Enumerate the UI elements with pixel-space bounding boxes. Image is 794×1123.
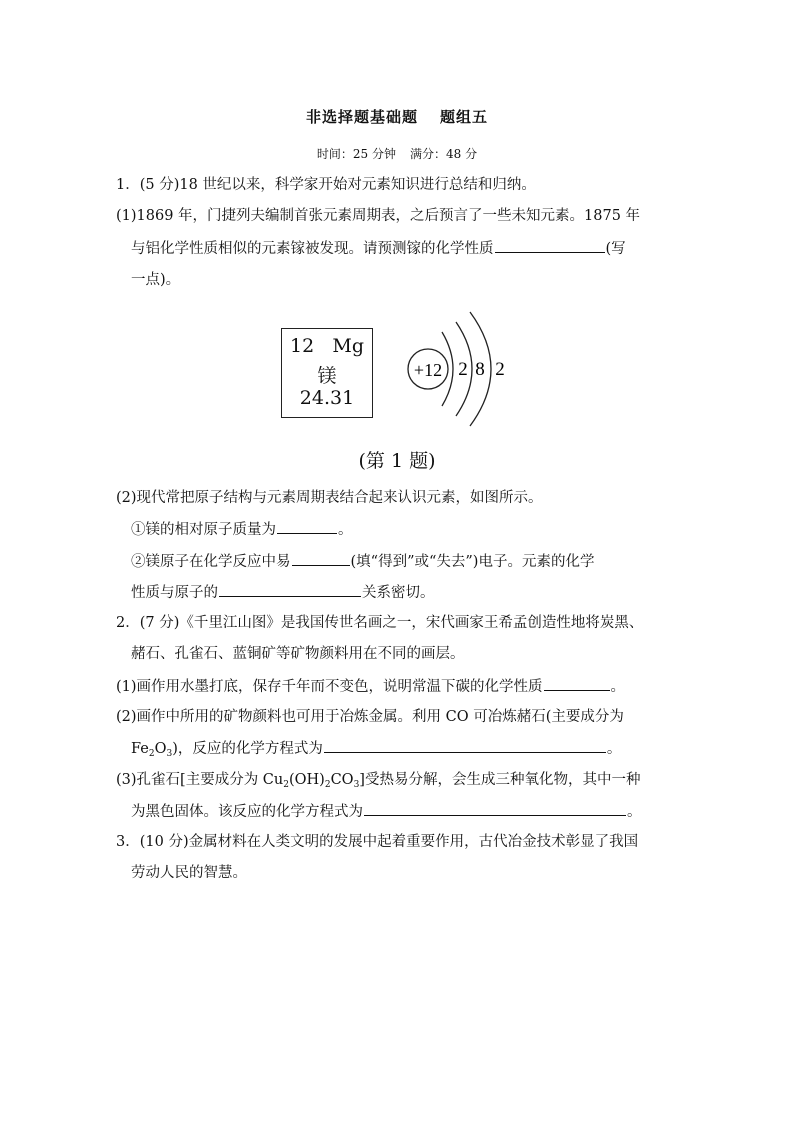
element-name: 镁 [317,365,337,387]
q2-part3-text2: ]受热易分解，会生成三种氧化物，其中一种 [359,772,641,788]
periodic-table-cell [281,328,373,418]
title-main: 非选择题基础题 [305,108,418,126]
q1-part2-line1: (2)现代常把原子结构与元素周期表结合起来认识元素，如图所示。 [116,490,543,506]
q2-stem-line2: 赭石、孔雀石、蓝铜矿等矿物颜料用在不同的画层。 [131,646,465,662]
q1-part1-line3: 一点)。 [131,272,181,288]
q2-part1 [116,676,625,697]
formula-sub: 2 [283,780,289,790]
q1-part2-sub1 [131,519,353,540]
nucleus-charge: +12 [413,360,443,380]
q1-part1-line2 [131,238,626,259]
q1-part2-sub2-text3: 性质与原子的 [131,585,218,601]
q2-part3-line1 [116,770,640,790]
q2-part1-text: (1)画作用水墨打底，保存千年而不变色，说明常温下碳的化学性质 [116,679,543,695]
figure-caption: (第 1 题) [358,450,436,472]
page-title [0,106,794,127]
atomic-mass: 24.31 [299,387,355,409]
q2-part3-equation-blank[interactable] [364,801,626,816]
q3-stem-line2: 劳动人民的智慧。 [131,865,247,881]
q1-part2-sub1-end: 。 [338,522,353,538]
q2-part3-end: 。 [627,804,642,820]
atomic-structure-diagram [400,300,520,440]
q1-part1-suffix: (写 [605,241,626,257]
q1-part2-sub2-blank[interactable] [292,551,350,566]
q1-part2-sub2-text: ②镁原子在化学反应中易 [131,554,291,570]
q1-part2-sub2-line2 [131,582,435,603]
q1-part1-answer-blank[interactable] [495,238,605,253]
shell-electrons-3: 2 [495,359,505,380]
q2-part1-blank[interactable] [544,676,610,691]
q1-part2-sub2-text2: (填“得到”或“失去”)电子。元素的化学 [350,554,595,570]
q1-part2-sub1-blank[interactable] [277,519,337,534]
q1-part1-line1: (1)1869 年，门捷列夫编制首张元素周期表，之后预言了一些未知元素。1875 年 [116,208,641,224]
time-limit: 时间：25 分钟 [316,147,396,161]
q1-part2-sub1-text: ①镁的相对原子质量为 [131,522,276,538]
q1-part2-sub2 [131,551,594,572]
q2-part1-end: 。 [610,679,626,695]
atomic-number: 12 [290,335,315,357]
q2-stem-line1: 2．(7 分)《千里江山图》是我国传世名画之一，宋代画家王希孟创造性地将炭黑、 [116,615,644,631]
q1-stem: 1．(5 分)18 世纪以来，科学家开始对元素知识进行总结和归纳。 [116,177,536,193]
formula-sub: 3 [166,749,173,759]
formula-oh: (OH) [288,772,325,788]
q2-part3-text: (3)孔雀石[主要成分为 Cu [116,772,284,788]
q1-part2-sub2-blank2[interactable] [219,582,361,597]
formula-sub: 3 [353,780,360,790]
formula-co: CO [330,772,354,788]
formula-o: O [154,741,167,757]
q1-part2-sub2-text4: 关系密切。 [362,585,435,601]
q2-part2-line1: (2)画作中所用的矿物颜料也可用于冶炼金属。利用 CO 可冶炼赭石(主要成分为 [116,709,624,725]
full-score: 满分：48 分 [410,147,478,161]
element-symbol: Mg [332,335,364,357]
formula-fe: Fe [131,741,149,757]
q2-part2-equation-blank[interactable] [324,738,606,753]
q1-part1-text: 与铝化学性质相似的元素镓被发现。请预测镓的化学性质 [131,241,494,257]
q2-part3-line2 [131,801,642,822]
q2-part2-text: )，反应的化学方程式为 [172,741,323,757]
q2-part2-line2 [131,738,621,759]
time-score-info [0,145,794,162]
formula-sub: 2 [148,749,155,759]
q3-stem-line1: 3．(10 分)金属材料在人类文明的发展中起着重要作用，古代冶金技术彰显了我国 [116,834,639,850]
formula-sub: 2 [324,780,331,790]
shell-electrons-1: 2 [458,359,468,380]
title-group: 题组五 [440,108,489,126]
q2-part2-end: 。 [606,741,622,757]
shell-electrons-2: 8 [475,359,485,380]
q2-part3-text3: 为黑色固体。该反应的化学方程式为 [131,804,363,820]
